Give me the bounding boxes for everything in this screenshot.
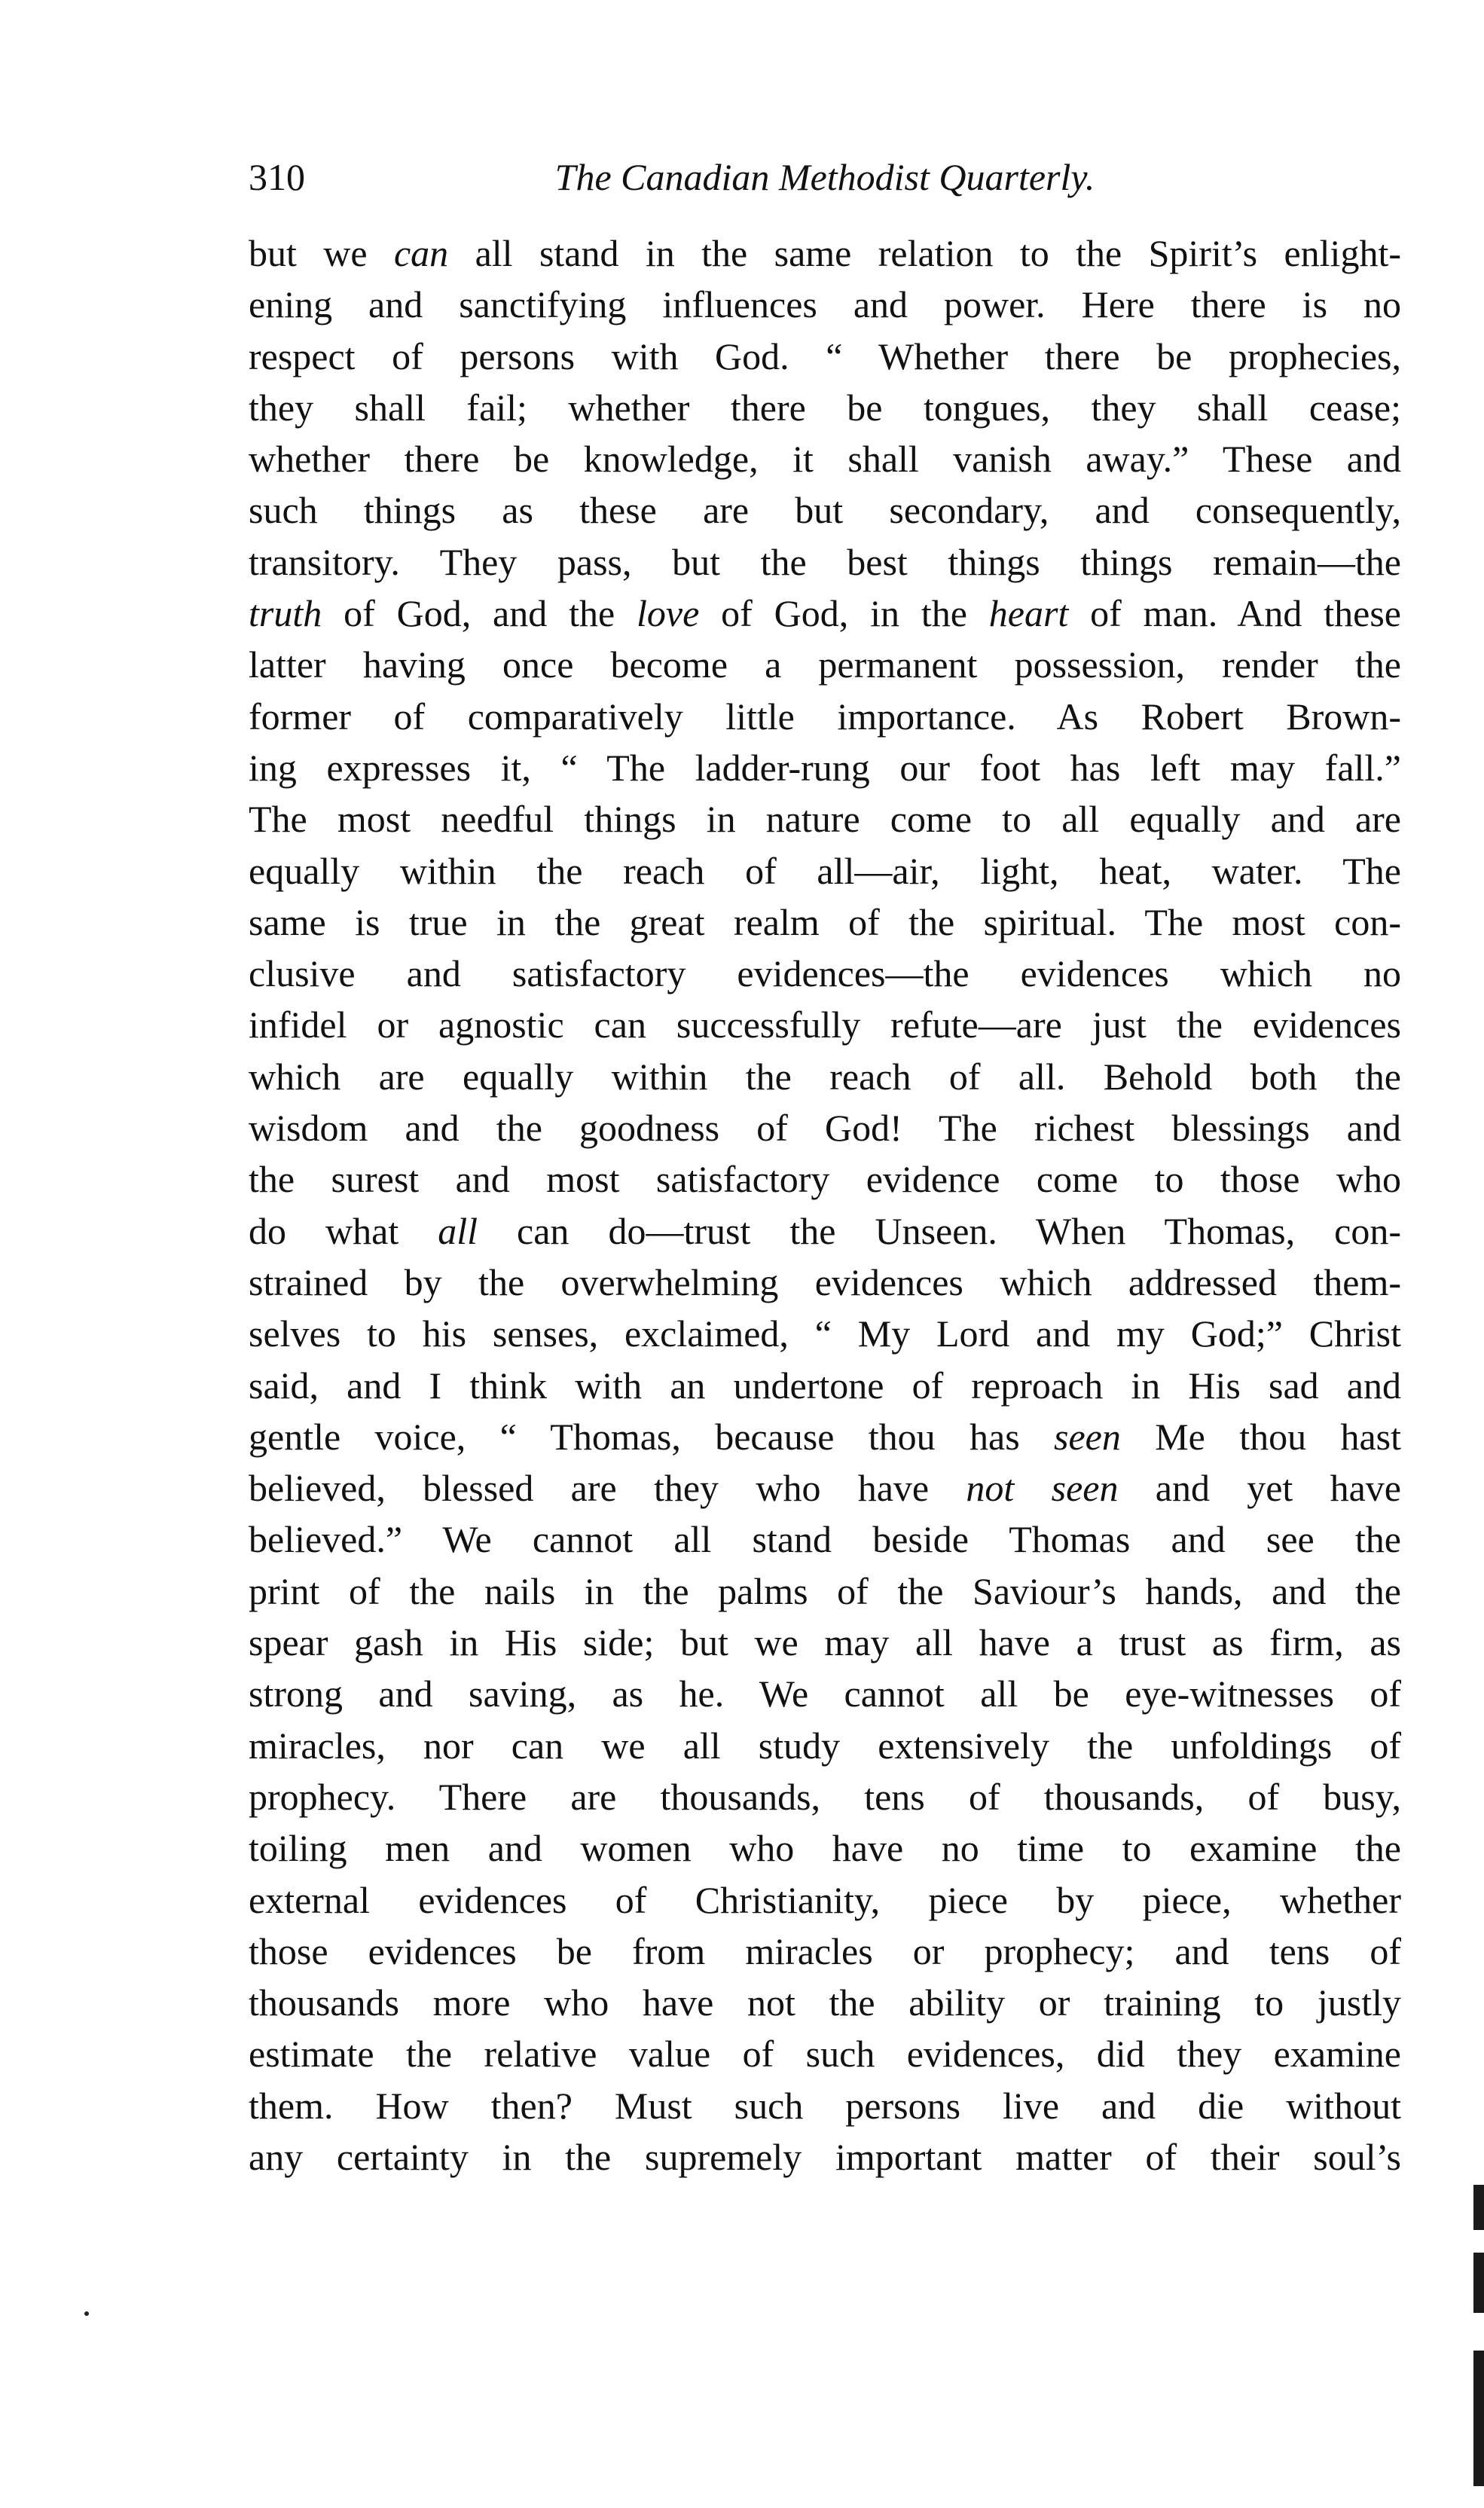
text-line	[249, 742, 1401, 793]
page-number: 310	[249, 156, 305, 198]
text-run: all stand in the same relation to the Spirit’s enlight-	[448, 232, 1401, 274]
text-run: latter having once become a permanent possession, render the	[249, 643, 1401, 686]
text-run: former of comparatively little importance. As Robert Brown-	[249, 695, 1401, 738]
text-run: strained by the overwhelming evidences which addressed them-	[249, 1260, 1401, 1303]
text-run: believed, blessed are they who have	[249, 1467, 966, 1510]
text-line	[249, 536, 1401, 588]
text-line	[249, 1257, 1401, 1308]
text-line	[249, 897, 1401, 948]
italic-run: all	[438, 1209, 478, 1252]
text-run: The most needful things in nature come to all equally and are	[249, 798, 1401, 841]
text-line	[249, 279, 1401, 330]
text-run: ening and sanctifying influences and power. Here there is no	[249, 283, 1401, 326]
text-line	[249, 1977, 1401, 2028]
ink-dot	[84, 2311, 89, 2316]
text-run: they shall fail; whether there be tongues, they shall cease;	[249, 386, 1401, 429]
text-run: of man. And these	[1068, 592, 1401, 635]
text-line	[249, 2080, 1401, 2131]
text-line	[249, 1051, 1401, 1102]
text-run: transitory. They pass, but the best things things remain—the	[249, 540, 1401, 583]
text-run: clusive and satisfactory evidences—the evidences which no	[249, 952, 1401, 995]
scan-edge-mark	[1473, 2253, 1484, 2313]
text-run: them. How then? Must such persons live and die without	[249, 2084, 1401, 2127]
text-run: and yet have	[1118, 1467, 1401, 1510]
text-run: prophecy. There are thousands, tens of thousands, of busy,	[249, 1775, 1401, 1818]
text-line	[249, 228, 1401, 279]
text-run: toiling men and women who have no time to examine the	[249, 1827, 1401, 1870]
text-run: ing expresses it, “ The ladder-rung our foot has left may fall.”	[249, 746, 1401, 789]
text-line	[249, 1668, 1401, 1719]
text-run: strong and saving, as he. We cannot all be eye-witnesses of	[249, 1673, 1401, 1715]
text-run: of God, in the	[699, 592, 989, 635]
italic-run: not seen	[966, 1467, 1119, 1510]
text-line	[249, 1360, 1401, 1411]
text-line	[249, 1822, 1401, 1874]
text-run: but we	[249, 232, 394, 274]
text-run: print of the nails in the palms of the Saviour’s hands, and the	[249, 1569, 1401, 1612]
text-run: equally within the reach of all—air, light, heat, water. The	[249, 849, 1401, 892]
text-line	[249, 2028, 1401, 2079]
text-run: gentle voice, “ Thomas, because thou has	[249, 1415, 1055, 1458]
text-line	[249, 639, 1401, 690]
italic-run: seen	[1054, 1415, 1121, 1458]
text-run: Me thou hast	[1120, 1415, 1401, 1458]
text-line	[249, 948, 1401, 999]
page-header	[249, 151, 1401, 203]
italic-run: love	[637, 592, 700, 635]
text-run: selves to his senses, exclaimed, “ My Lord and my God;” Christ	[249, 1312, 1401, 1355]
text-line	[249, 1720, 1401, 1771]
text-run: believed.” We cannot all stand beside Thomas and see the	[249, 1518, 1401, 1561]
text-run: thousands more who have not the ability or training to justly	[249, 1981, 1401, 2024]
text-run: miracles, nor can we all study extensively the unfoldings of	[249, 1724, 1401, 1767]
text-run: of God, and the	[322, 592, 637, 635]
body-text	[249, 228, 1401, 2183]
text-run: those evidences be from miracles or prophecy; and tens of	[249, 1929, 1401, 1972]
scan-edge-mark	[1473, 2351, 1484, 2486]
italic-run: heart	[988, 592, 1069, 635]
running-title: The Canadian Methodist Quarterly.	[554, 156, 1095, 198]
text-run: do what	[249, 1209, 438, 1252]
text-run: same is true in the great realm of the spiritual. The most con-	[249, 900, 1401, 943]
text-run: any certainty in the supremely important matter of their soul’s	[249, 2135, 1401, 2178]
text-line	[249, 1205, 1401, 1257]
text-line	[249, 331, 1401, 382]
text-line	[249, 1566, 1401, 1617]
text-line	[249, 1874, 1401, 1926]
text-run: which are equally within the reach of all. Behold both the	[249, 1055, 1401, 1098]
text-line	[249, 1462, 1401, 1514]
text-run: spear gash in His side; but we may all have a trust as firm, as	[249, 1621, 1401, 1664]
text-line	[249, 1514, 1401, 1565]
text-run: infidel or agnostic can successfully refute—are just the evidences	[249, 1004, 1401, 1046]
text-line	[249, 1411, 1401, 1462]
text-line	[249, 2131, 1401, 2183]
text-line	[249, 433, 1401, 484]
text-line	[249, 691, 1401, 742]
text-run: the surest and most satisfactory evidence come to those who	[249, 1158, 1401, 1201]
italic-run: can	[393, 232, 449, 274]
text-line	[249, 1153, 1401, 1205]
text-line	[249, 484, 1401, 536]
text-line	[249, 999, 1401, 1050]
text-run: external evidences of Christianity, piece by piece, whether	[249, 1878, 1401, 1921]
text-run: estimate the relative value of such evidences, did they examine	[249, 2033, 1401, 2076]
text-run: said, and I think with an undertone of reproach in His sad and	[249, 1364, 1401, 1407]
text-run: can do—trust the Unseen. When Thomas, con-	[478, 1209, 1401, 1252]
text-line	[249, 1308, 1401, 1359]
italic-run: truth	[249, 592, 322, 635]
text-line	[249, 845, 1401, 897]
text-line	[249, 1617, 1401, 1668]
text-run: whether there be knowledge, it shall vanish away.” These and	[249, 438, 1401, 481]
text-run: respect of persons with God. “ Whether there be prophecies,	[249, 335, 1401, 377]
text-line	[249, 1926, 1401, 1977]
text-line	[249, 588, 1401, 639]
text-line	[249, 382, 1401, 433]
text-run: wisdom and the goodness of God! The richest blessings and	[249, 1107, 1401, 1150]
text-line	[249, 793, 1401, 845]
text-line	[249, 1102, 1401, 1153]
text-line	[249, 1771, 1401, 1822]
text-run: such things as these are but secondary, and consequently,	[249, 489, 1401, 532]
scan-edge-mark	[1473, 2185, 1484, 2230]
